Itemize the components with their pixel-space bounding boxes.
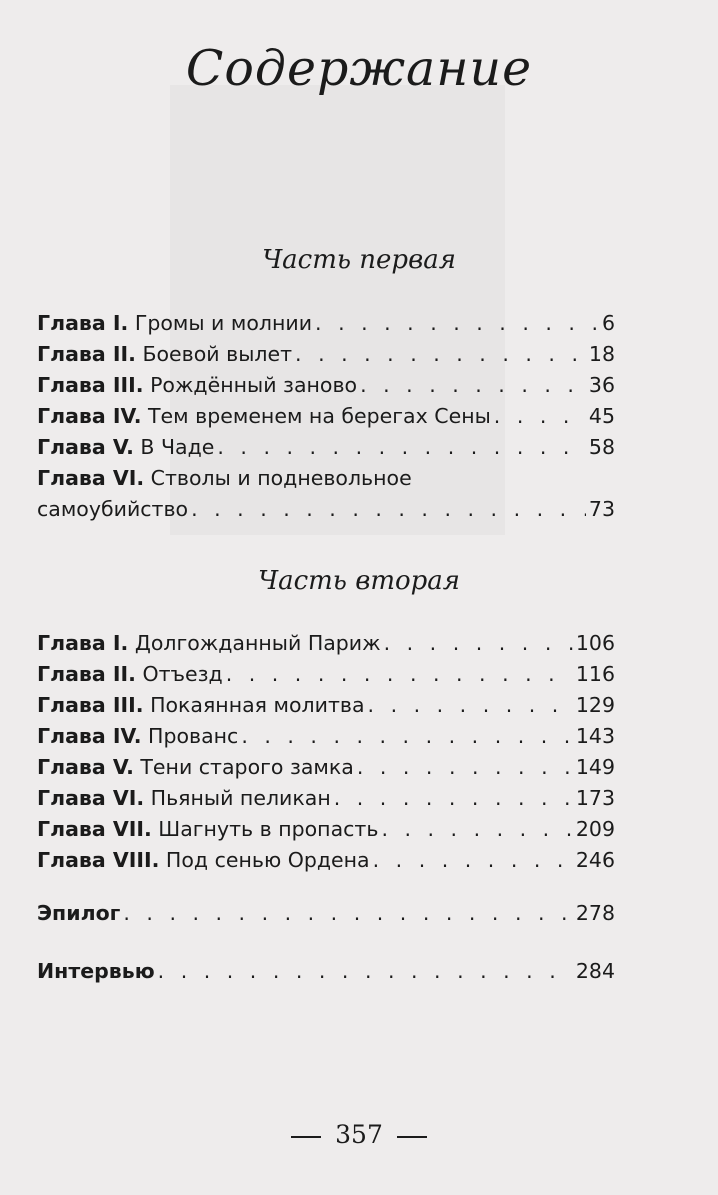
leader-dots bbox=[357, 752, 573, 783]
page-ref: 246 bbox=[575, 848, 615, 872]
toc-entry-line-one[interactable] bbox=[37, 463, 615, 494]
chapter-title: Прованс bbox=[148, 724, 239, 748]
page-ref: 58 bbox=[588, 435, 615, 459]
leader-dots bbox=[191, 494, 586, 525]
dash-right bbox=[397, 1136, 427, 1138]
toc-entry[interactable] bbox=[37, 339, 615, 370]
chapter-title-continued: самоубийство bbox=[37, 497, 189, 521]
dash-left bbox=[291, 1136, 321, 1138]
chapter-title: Покаянная молитва bbox=[150, 693, 365, 717]
page-ref: 129 bbox=[575, 693, 615, 717]
page-ref: 284 bbox=[575, 959, 615, 983]
leader-dots bbox=[158, 956, 573, 987]
leader-dots bbox=[334, 783, 573, 814]
page-ref: 149 bbox=[575, 755, 615, 779]
page-title: Содержание bbox=[185, 40, 533, 97]
chapter-title: Громы и молнии bbox=[134, 311, 313, 335]
page-ref: 45 bbox=[588, 404, 615, 428]
page-ref: 278 bbox=[575, 901, 615, 925]
leader-dots bbox=[226, 659, 573, 690]
toc-entry[interactable] bbox=[37, 308, 615, 339]
toc-entry[interactable] bbox=[37, 401, 615, 432]
chapter-title: Шагнуть в пропасть bbox=[158, 817, 379, 841]
toc-entry[interactable] bbox=[37, 628, 615, 659]
chapter-number: Глава III. bbox=[37, 693, 144, 717]
toc-entry-line-two[interactable] bbox=[37, 494, 615, 525]
toc-entry-interview[interactable] bbox=[37, 956, 615, 987]
chapter-number: Глава IV. bbox=[37, 404, 142, 428]
leader-dots bbox=[373, 845, 573, 876]
page-footer bbox=[0, 1120, 718, 1149]
chapter-number: Глава V. bbox=[37, 435, 134, 459]
chapter-number: Глава VII. bbox=[37, 817, 152, 841]
leader-dots bbox=[494, 401, 586, 432]
toc-entry[interactable] bbox=[37, 370, 615, 401]
leader-dots bbox=[368, 690, 573, 721]
toc-entry[interactable] bbox=[37, 690, 615, 721]
page-ref: 116 bbox=[575, 662, 615, 686]
leader-dots bbox=[123, 898, 572, 929]
chapter-title: Тени старого замка bbox=[140, 755, 354, 779]
chapter-title: Стволы и подневольное bbox=[150, 466, 412, 490]
toc-entry[interactable] bbox=[37, 845, 615, 876]
chapter-title: Боевой вылет bbox=[142, 342, 293, 366]
chapter-title: Тем временем на берегах Сены bbox=[148, 404, 491, 428]
page-ref: 106 bbox=[575, 631, 615, 655]
chapter-number: Глава VI. bbox=[37, 466, 145, 490]
chapter-title: Рождённый заново bbox=[150, 373, 358, 397]
chapter-title: Пьяный пеликан bbox=[150, 786, 331, 810]
leader-dots bbox=[384, 628, 573, 659]
chapter-number: Глава VIII. bbox=[37, 848, 160, 872]
page-ref: 209 bbox=[575, 817, 615, 841]
chapter-number: Глава I. bbox=[37, 311, 129, 335]
leader-dots bbox=[315, 308, 599, 339]
section-title: Эпилог bbox=[37, 901, 121, 925]
leader-dots bbox=[241, 721, 573, 752]
chapter-number: Глава I. bbox=[37, 631, 129, 655]
chapter-title: Под сенью Ордена bbox=[165, 848, 370, 872]
toc-epilogue bbox=[37, 898, 615, 929]
toc-entry-epilogue[interactable] bbox=[37, 898, 615, 929]
part-one-title: Часть первая bbox=[262, 245, 456, 275]
chapter-number: Глава II. bbox=[37, 342, 136, 366]
page-ref: 143 bbox=[575, 724, 615, 748]
page-ref: 73 bbox=[588, 497, 615, 521]
leader-dots bbox=[217, 432, 586, 463]
toc-entry[interactable] bbox=[37, 814, 615, 845]
toc-entry[interactable] bbox=[37, 432, 615, 463]
toc-part-two bbox=[37, 628, 615, 876]
page-ref: 173 bbox=[575, 786, 615, 810]
section-title: Интервью bbox=[37, 959, 155, 983]
page-ref: 6 bbox=[601, 311, 615, 335]
leader-dots bbox=[295, 339, 586, 370]
page-number: 357 bbox=[335, 1120, 383, 1149]
toc-entry[interactable] bbox=[37, 721, 615, 752]
page-ref: 18 bbox=[588, 342, 615, 366]
page-ref: 36 bbox=[588, 373, 615, 397]
chapter-title: В Чаде bbox=[140, 435, 215, 459]
chapter-number: Глава IV. bbox=[37, 724, 142, 748]
chapter-title: Отъезд bbox=[142, 662, 223, 686]
chapter-number: Глава VI. bbox=[37, 786, 145, 810]
chapter-number: Глава III. bbox=[37, 373, 144, 397]
chapter-number: Глава V. bbox=[37, 755, 134, 779]
toc-part-one bbox=[37, 308, 615, 525]
toc-entry[interactable] bbox=[37, 659, 615, 690]
toc-entry[interactable] bbox=[37, 752, 615, 783]
chapter-title: Долгожданный Париж bbox=[134, 631, 381, 655]
leader-dots bbox=[381, 814, 572, 845]
chapter-number: Глава II. bbox=[37, 662, 136, 686]
toc-entry[interactable] bbox=[37, 783, 615, 814]
toc-interview bbox=[37, 956, 615, 987]
leader-dots bbox=[360, 370, 586, 401]
part-two-title: Часть вторая bbox=[257, 566, 461, 596]
